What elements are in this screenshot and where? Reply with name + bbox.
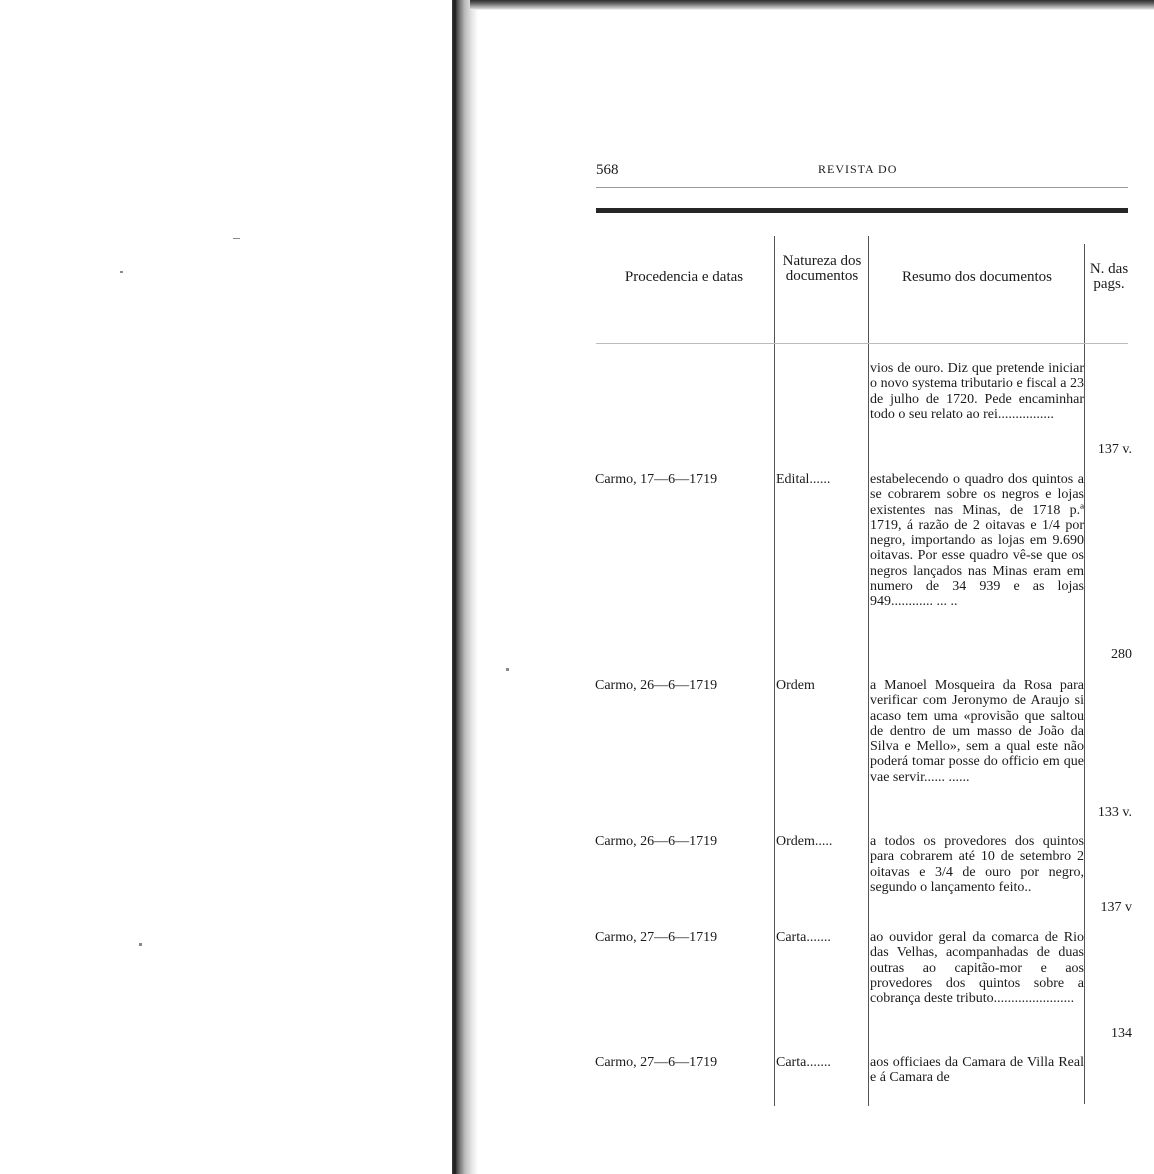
table-row-resumo: aos officiaes da Camara de Villa Real e á Camara de xyxy=(870,1055,1084,1086)
table-row-natureza: Carta....... xyxy=(776,930,831,945)
book-spine-shadow xyxy=(452,0,478,1174)
paper-speck xyxy=(233,238,240,239)
table-row-procedencia: Carmo, 27—6—1719 xyxy=(595,1055,718,1070)
header-thick-rule xyxy=(596,208,1128,213)
table-row-pags: 137 v xyxy=(1100,900,1132,915)
blank-left-margin xyxy=(0,0,452,1174)
column-rule xyxy=(774,236,775,1106)
table-row-pags: 133 v. xyxy=(1097,805,1132,820)
column-rule xyxy=(868,236,869,1106)
table-row-natureza: Ordem..... xyxy=(776,834,833,849)
column-heading-natureza: Natureza dos documentos xyxy=(782,253,862,284)
column-rule xyxy=(1084,244,1085,1104)
paper-speck xyxy=(139,943,142,946)
column-heading-resumo: Resumo dos documentos xyxy=(902,269,1052,285)
table-row-procedencia: Carmo, 26—6—1719 xyxy=(595,678,718,693)
running-head: REVISTA DO xyxy=(818,162,898,176)
table-row-resumo: a todos os provedores dos quintos para cobrarem até 10 de setembro 2 oitavas e 3/4 de ouro por negro, segundo o lançamento feito.. xyxy=(870,834,1084,895)
table-row-natureza: Edital...... xyxy=(776,472,831,487)
table-row-resumo: a Manoel Mosqueira da Rosa para verificar com Jeronymo de Araujo si acaso tem uma «provisão que saltou de dentro de um masso de João da Silva e Mello», sem a qual este não poderá tomar posse do officio em que vae servir...... ...... xyxy=(870,678,1084,785)
table-row-resumo: estabelecendo o quadro dos quintos a se cobrarem sobre os negros e lojas existentes nas Minas, de 1718 p.ª 1719, á razão de 2 oitavas e 1/4 por negro, importando as lojas em 9.690 oitavas. Por esse quadro vê-se que os negros lançados nas Minas eram em numero de 34 939 e as lojas 949............ ... .. xyxy=(870,472,1084,610)
table-row-procedencia: Carmo, 26—6—1719 xyxy=(595,834,718,849)
header-thin-rule xyxy=(596,187,1128,188)
table-row-procedencia: Carmo, 27—6—1719 xyxy=(595,930,718,945)
page-number: 568 xyxy=(596,162,619,178)
table-row-natureza: Carta....... xyxy=(776,1055,831,1070)
table-row-pags: 137 v. xyxy=(1097,442,1132,457)
table-row-natureza: Ordem xyxy=(776,678,815,693)
document-page xyxy=(478,0,1154,1174)
header-bottom-rule xyxy=(596,343,1128,344)
table-row-resumo: ao ouvidor geral da comarca de Rio das Velhas, acompanhadas de duas outras ao capitão-mor e aos provedores dos quintos sobre a cobrança deste tributo....................... xyxy=(870,930,1084,1007)
paper-speck xyxy=(506,668,509,671)
column-heading-procedencia: Procedencia e datas xyxy=(624,269,744,285)
table-row-pags: 280 xyxy=(1111,647,1132,662)
table-row-pags: 134 xyxy=(1111,1026,1132,1041)
table-row-resumo: vios de ouro. Diz que pretende iniciar o novo systema tributario e fiscal a 23 de julho de 1720. Pede encaminhar todo o seu relato ao rei................ xyxy=(870,361,1084,422)
paper-speck xyxy=(120,271,123,273)
table-row-procedencia: Carmo, 17—6—1719 xyxy=(595,472,718,487)
column-heading-pags: N. das pags. xyxy=(1089,261,1129,292)
